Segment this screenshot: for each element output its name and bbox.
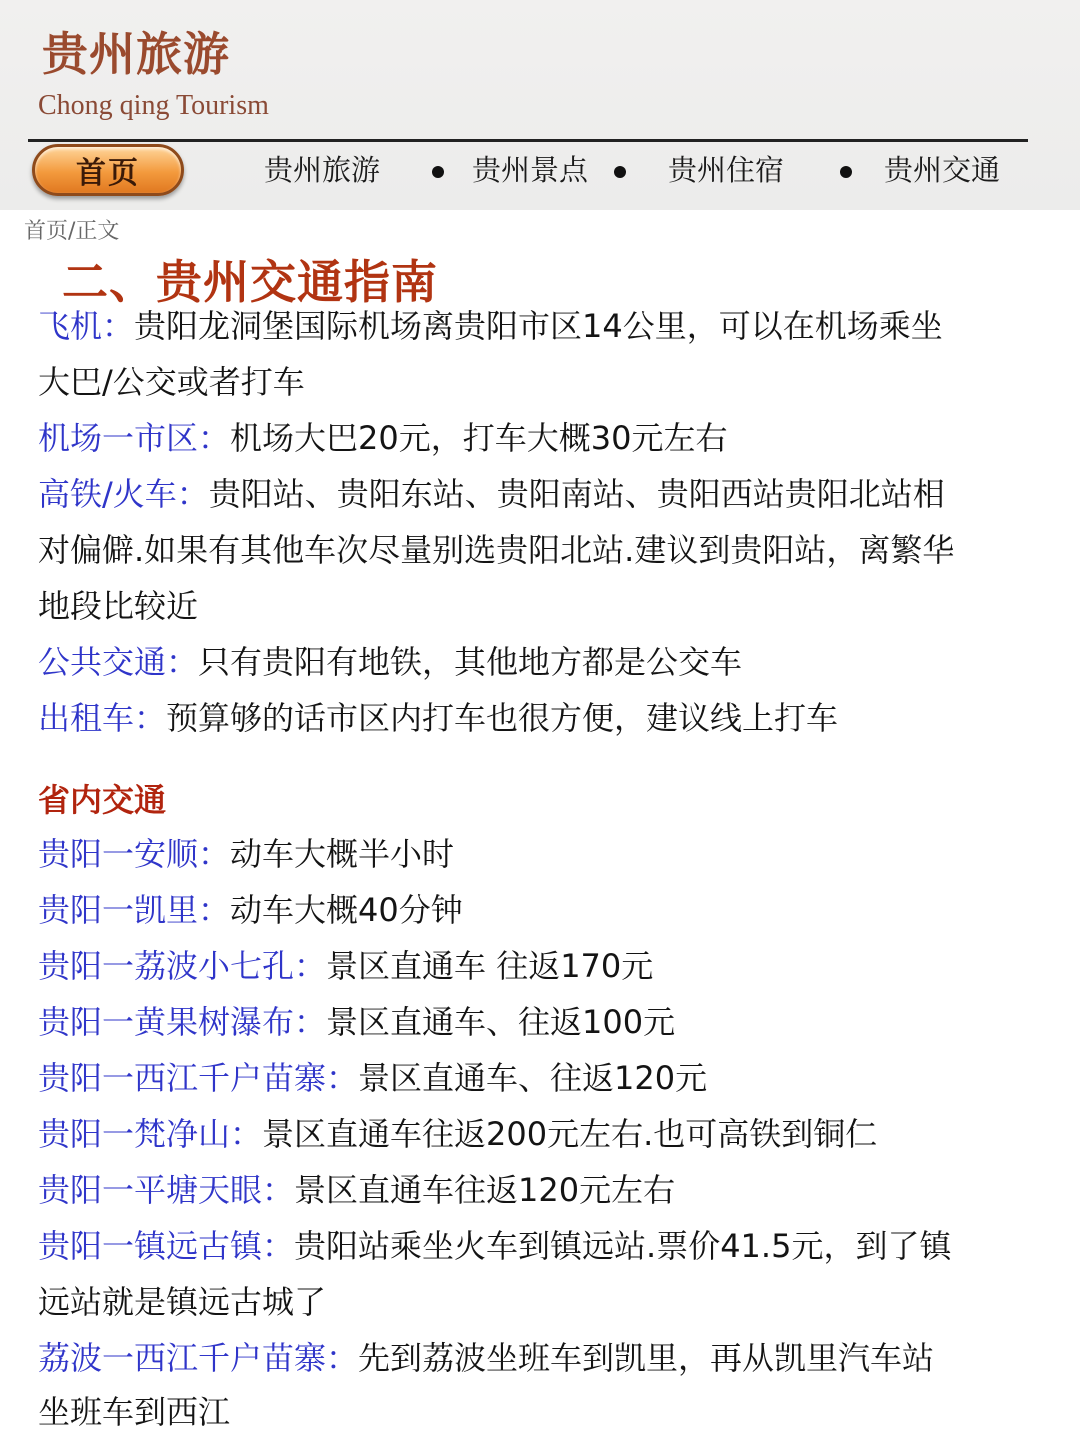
entry-rail	[38, 466, 945, 522]
entry-label: 出租车：	[38, 699, 167, 737]
route-item	[38, 938, 653, 994]
home-button[interactable]: 首页	[32, 144, 184, 196]
route-text: 动车大概半小时	[230, 835, 455, 873]
route-label: 贵阳一黄果树瀑布：	[38, 1003, 327, 1041]
route-item	[38, 826, 454, 882]
route-label: 贵阳一凯里：	[38, 891, 231, 929]
route-text: 景区直通车往返120元左右	[294, 1171, 676, 1209]
route-item-cont: 远站就是镇远古城了	[38, 1283, 327, 1321]
route-text: 贵阳站乘坐火车到镇远站.票价41.5元，到了镇	[294, 1227, 952, 1265]
entry-label: 机场一市区：	[38, 419, 231, 457]
entry-airport-city	[38, 410, 727, 466]
route-text: 先到荔波坐班车到凯里，再从凯里汽车站	[358, 1339, 935, 1377]
entry-text: 机场大巴20元，打车大概30元左右	[230, 419, 728, 457]
route-text: 景区直通车、往返120元	[358, 1059, 708, 1097]
route-label: 贵阳一平塘天眼：	[38, 1171, 295, 1209]
site-title: 贵州旅游	[42, 27, 230, 81]
section-heading: 省内交通	[38, 781, 167, 819]
route-item	[38, 1106, 877, 1162]
route-item-cont: 坐班车到西江	[38, 1393, 231, 1431]
entry-label: 高铁/火车：	[38, 475, 209, 513]
page-title: 二、贵州交通指南	[62, 255, 438, 309]
entry-label: 飞机：	[38, 307, 135, 345]
route-text: 动车大概40分钟	[230, 891, 463, 929]
route-item	[38, 882, 463, 938]
route-label: 荔波一西江千户苗寨：	[38, 1339, 359, 1377]
route-text: 景区直通车、往返100元	[326, 1003, 676, 1041]
entry-public-transit	[38, 634, 742, 690]
route-text: 景区直通车往返200元左右.也可高铁到铜仁	[262, 1115, 878, 1153]
entry-label: 公共交通：	[38, 643, 199, 681]
entry-taxi	[38, 690, 838, 746]
header-divider	[28, 139, 1028, 142]
entry-rail-cont: 对偏僻.如果有其他车次尽量别选贵阳北站.建议到贵阳站，离繁华	[38, 531, 955, 569]
route-label: 贵阳一安顺：	[38, 835, 231, 873]
entry-text: 只有贵阳有地铁，其他地方都是公交车	[198, 643, 743, 681]
route-label: 贵阳一梵净山：	[38, 1115, 263, 1153]
route-label: 贵阳一镇远古镇：	[38, 1227, 295, 1265]
entry-flight	[38, 298, 943, 354]
nav-bullet-icon	[614, 166, 626, 178]
nav-bullet-icon	[840, 166, 852, 178]
entry-flight-cont: 大巴/公交或者打车	[38, 363, 305, 401]
route-item	[38, 994, 675, 1050]
route-item	[38, 1050, 707, 1106]
route-item	[38, 1330, 934, 1386]
nav-item-guizhou-sights[interactable]: 贵州景点	[472, 153, 589, 187]
breadcrumb[interactable]: 首页/正文	[24, 219, 120, 244]
route-label: 贵阳一西江千户苗寨：	[38, 1059, 359, 1097]
route-item	[38, 1218, 951, 1274]
route-text: 景区直通车 往返170元	[326, 947, 654, 985]
nav-item-guizhou-travel[interactable]: 贵州旅游	[264, 153, 381, 187]
route-label: 贵阳一荔波小七孔：	[38, 947, 327, 985]
entry-rail-cont2: 地段比较近	[38, 587, 199, 625]
route-item	[38, 1162, 675, 1218]
site-subtitle: Chong qing Tourism	[38, 90, 269, 121]
entry-text: 预算够的话市区内打车也很方便，建议线上打车	[166, 699, 839, 737]
nav-item-guizhou-lodging[interactable]: 贵州住宿	[668, 153, 785, 187]
nav-bullet-icon	[432, 166, 444, 178]
entry-text: 贵阳龙洞堡国际机场离贵阳市区14公里，可以在机场乘坐	[134, 307, 943, 345]
nav-item-guizhou-transport[interactable]: 贵州交通	[884, 153, 1001, 187]
entry-text: 贵阳站、贵阳东站、贵阳南站、贵阳西站贵阳北站相	[208, 475, 945, 513]
